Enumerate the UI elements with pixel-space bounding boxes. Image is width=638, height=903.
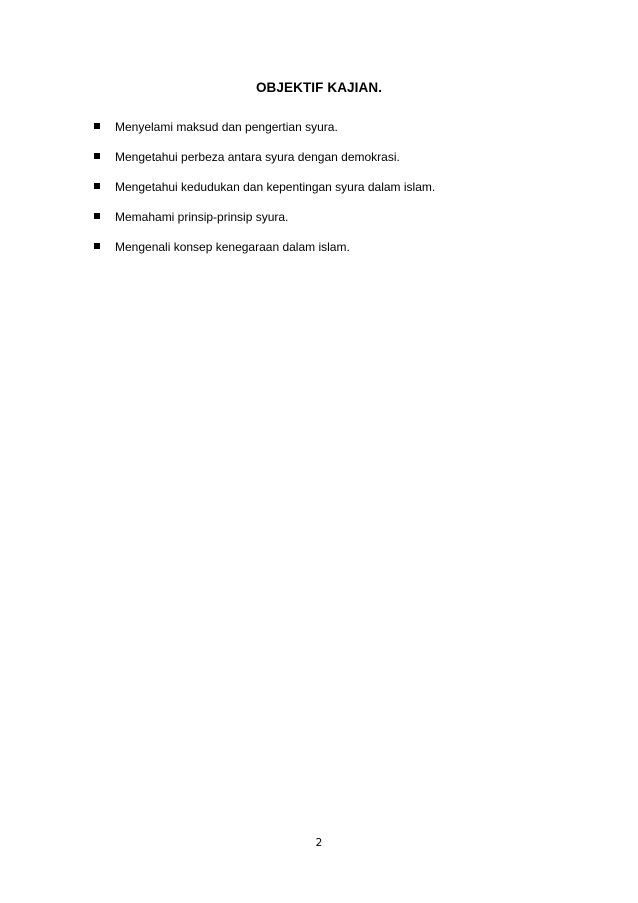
square-bullet-icon	[94, 123, 100, 129]
section-title: OBJEKTIF KAJIAN.	[255, 80, 383, 95]
square-bullet-icon	[94, 243, 100, 249]
objective-text: Memahami prinsip-prinsip syura.	[115, 210, 289, 224]
objective-text: Mengetahui perbeza antara syura dengan demokrasi.	[115, 150, 400, 164]
objective-text: Mengenali konsep kenegaraan dalam islam.	[115, 240, 350, 254]
objective-text: Mengetahui kedudukan dan kepentingan syura dalam islam.	[115, 180, 436, 194]
square-bullet-icon	[94, 153, 100, 159]
square-bullet-icon	[94, 213, 100, 219]
square-bullet-icon	[94, 183, 100, 189]
objective-text: Menyelami maksud dan pengertian syura.	[115, 120, 338, 134]
page-number: 2	[315, 837, 323, 849]
